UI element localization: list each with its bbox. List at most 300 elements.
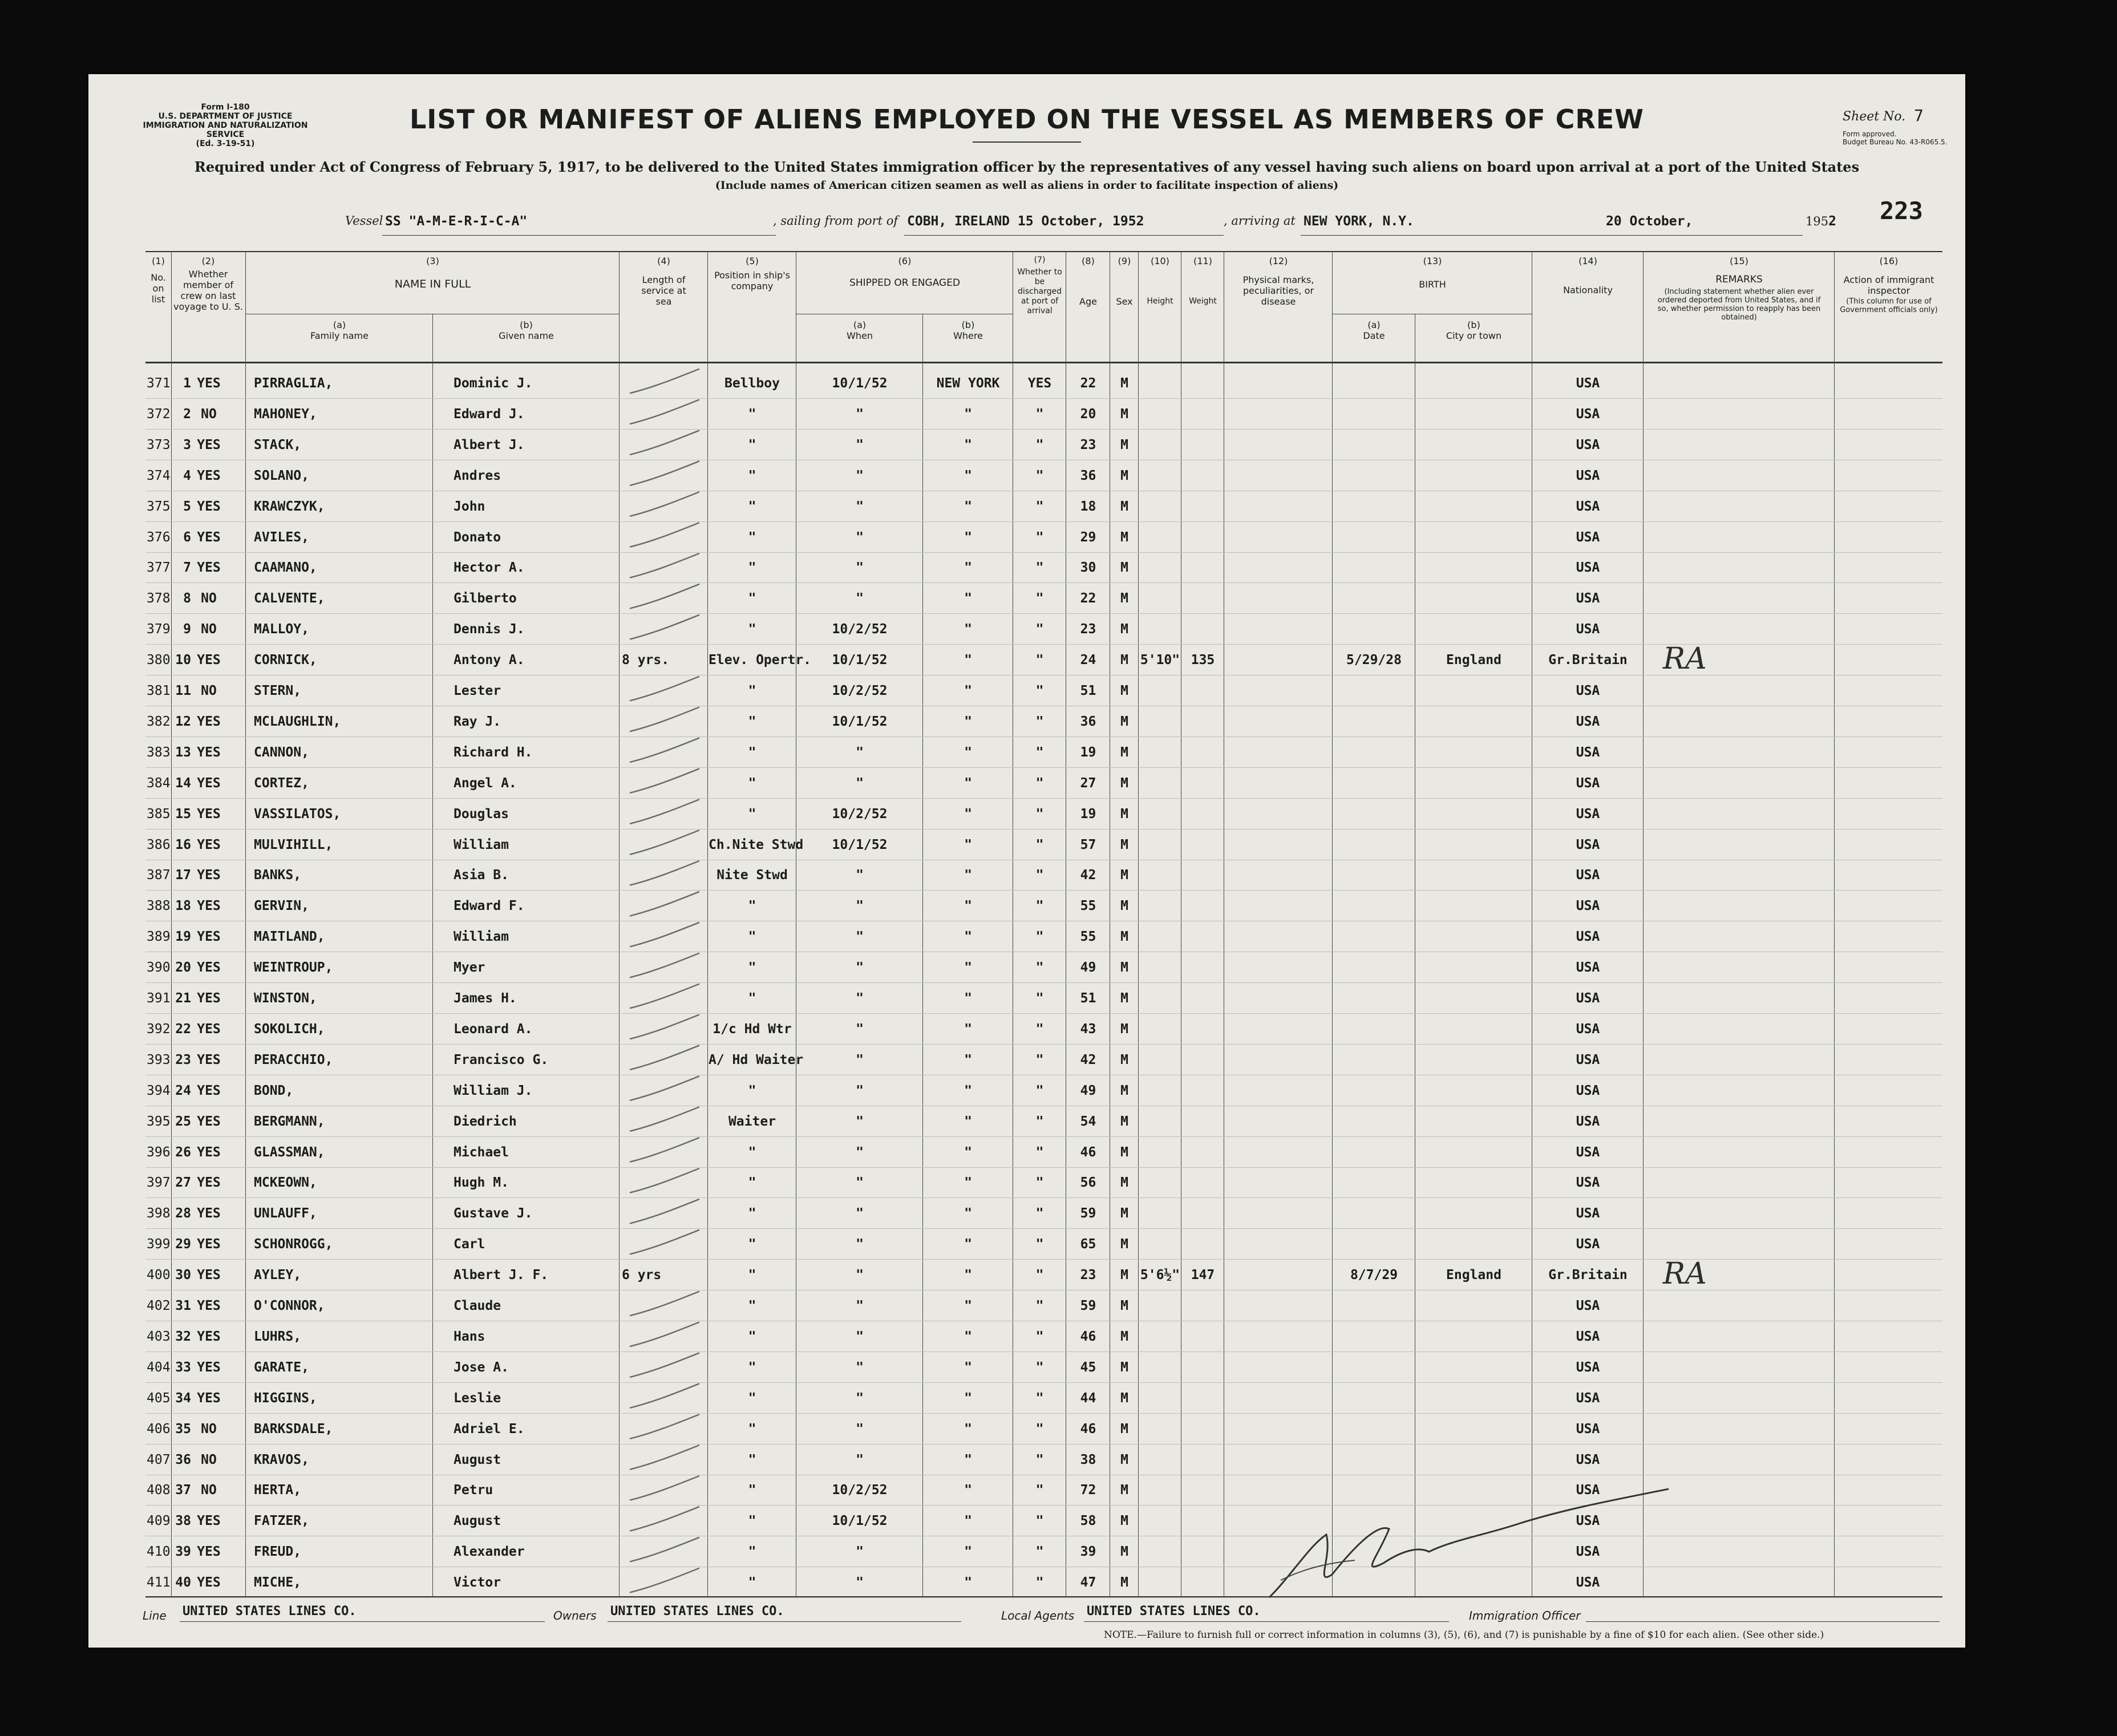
- shipped-when: ": [856, 1083, 864, 1098]
- discharged: ": [1035, 468, 1044, 483]
- nationality: USA: [1576, 1514, 1600, 1529]
- page-number: 223: [1880, 197, 1923, 225]
- weight: [1182, 1475, 1224, 1506]
- remarks: [1663, 430, 1777, 460]
- shipped-when: ": [856, 529, 864, 545]
- weight: [1182, 737, 1224, 768]
- birth-date: [1333, 1014, 1415, 1045]
- previous-voyage: YES: [197, 1021, 221, 1037]
- list-number: 8: [183, 591, 191, 606]
- pencil-check-mark: [630, 1168, 699, 1192]
- table-row: [88, 583, 1965, 614]
- age: 23: [1080, 437, 1096, 452]
- position: ": [748, 560, 756, 576]
- age: 46: [1080, 1329, 1096, 1344]
- given-name: Petru: [454, 1483, 493, 1498]
- previous-voyage: YES: [197, 868, 221, 883]
- nationality: USA: [1576, 591, 1600, 606]
- given-name: Adriel E.: [454, 1421, 525, 1436]
- birth-city: England: [1446, 653, 1501, 668]
- pencil-check-mark: [630, 1077, 699, 1100]
- table-row: [88, 399, 1965, 430]
- shipped-where: ": [964, 683, 972, 698]
- table-row: [88, 614, 1965, 645]
- shipped-when: ": [856, 868, 864, 883]
- table-row: [88, 1229, 1965, 1260]
- serial-number: 394: [147, 1083, 171, 1098]
- serial-number: 397: [147, 1175, 171, 1191]
- family-name: HERTA,: [254, 1483, 302, 1498]
- family-name: BERGMANN,: [254, 1114, 325, 1129]
- col-header-shipped: [797, 256, 1013, 289]
- birth-city: [1416, 829, 1532, 860]
- table-row: [88, 430, 1965, 460]
- age: 22: [1080, 376, 1096, 391]
- pencil-check-mark: [630, 1322, 699, 1346]
- given-name: Albert J.: [454, 437, 525, 452]
- shipped-when: ": [856, 1329, 864, 1344]
- given-name: Gustave J.: [454, 1206, 533, 1221]
- serial-number: 384: [147, 775, 171, 791]
- serial-number: 400: [147, 1268, 171, 1283]
- col-label: REMARKS: [1715, 274, 1763, 285]
- table-row: [88, 860, 1965, 891]
- position: Elev. Opertr.: [709, 653, 812, 668]
- pencil-check-mark: [630, 492, 699, 516]
- serial-number: 389: [147, 929, 171, 945]
- previous-voyage: YES: [197, 437, 221, 452]
- remarks: [1663, 1567, 1777, 1598]
- position: ": [748, 1083, 756, 1098]
- previous-voyage: NO: [201, 406, 217, 422]
- pencil-check-mark: [630, 1230, 699, 1254]
- col-detail: (Including statement whether alien ever ordered deported from United States, and if so, whether permission to reapply has been obtained): [1657, 288, 1821, 322]
- col-label: Sex: [1116, 296, 1133, 307]
- age: 38: [1080, 1452, 1096, 1467]
- height: [1139, 983, 1181, 1014]
- sex: M: [1120, 1144, 1128, 1160]
- sex: M: [1120, 837, 1128, 852]
- birth-city: [1416, 1229, 1532, 1260]
- birth-date: [1333, 1229, 1415, 1260]
- given-name: Richard H.: [454, 744, 533, 760]
- birth-city: [1416, 1106, 1532, 1137]
- port-underline: [904, 235, 1224, 236]
- col-label: Age: [1079, 296, 1097, 307]
- birth-city: [1416, 675, 1532, 706]
- remarks: [1663, 1383, 1777, 1414]
- list-number: 31: [175, 1298, 191, 1313]
- serial-number: 404: [147, 1359, 171, 1375]
- previous-voyage: YES: [197, 376, 221, 391]
- height: [1139, 1506, 1181, 1536]
- col-number: (13): [1423, 256, 1442, 266]
- age: 36: [1080, 468, 1096, 483]
- nationality: USA: [1576, 775, 1600, 791]
- family-name: CAAMANO,: [254, 560, 317, 576]
- service-name: IMMIGRATION AND NATURALIZATION SERVICE: [143, 121, 308, 139]
- serial-number: 392: [147, 1021, 171, 1037]
- given-name: Jose A.: [454, 1359, 509, 1375]
- age: 58: [1080, 1514, 1096, 1529]
- serial-number: 410: [147, 1544, 171, 1560]
- family-name: BANKS,: [254, 868, 302, 883]
- family-name: GARATE,: [254, 1359, 309, 1375]
- height: [1139, 583, 1181, 614]
- weight: [1182, 583, 1224, 614]
- table-row: [88, 891, 1965, 921]
- position: ": [748, 1483, 756, 1498]
- nationality: USA: [1576, 1052, 1600, 1067]
- remarks: [1663, 368, 1777, 399]
- shipped-where: ": [964, 991, 972, 1006]
- age: 57: [1080, 837, 1096, 852]
- family-name: CANNON,: [254, 744, 309, 760]
- col-sub-label: City or town: [1446, 330, 1502, 341]
- remarks: [1663, 829, 1777, 860]
- serial-number: 381: [147, 683, 171, 698]
- officer-label: Immigration Officer: [1469, 1609, 1581, 1622]
- nationality: USA: [1576, 437, 1600, 452]
- list-number: 29: [175, 1237, 191, 1252]
- table-row: [88, 1506, 1965, 1536]
- height: [1139, 1414, 1181, 1444]
- age: 22: [1080, 591, 1096, 606]
- pencil-check-mark: [630, 677, 699, 701]
- position: ": [748, 991, 756, 1006]
- previous-voyage: YES: [197, 1114, 221, 1129]
- budget-line: Budget Bureau No. 43-R065.5.: [1843, 138, 1948, 146]
- shipped-where: ": [964, 1421, 972, 1436]
- shipped-where: ": [964, 1175, 972, 1191]
- check-marks: [619, 362, 710, 1600]
- given-name: Leslie: [454, 1390, 501, 1406]
- remarks: [1663, 1475, 1777, 1506]
- position: ": [748, 529, 756, 545]
- birth-date: [1333, 737, 1415, 768]
- age: 19: [1080, 744, 1096, 760]
- position: ": [748, 499, 756, 514]
- shipped-when: ": [856, 1575, 864, 1591]
- birth-date: [1333, 460, 1415, 491]
- pencil-check-mark: [630, 1046, 699, 1070]
- line-value: UNITED STATES LINES CO.: [183, 1604, 357, 1618]
- weight: [1182, 1045, 1224, 1075]
- given-name: August: [454, 1514, 501, 1529]
- discharged: ": [1035, 683, 1044, 698]
- col-sub-label: Where: [953, 330, 983, 341]
- weight: [1182, 1014, 1224, 1045]
- pencil-check-mark: [630, 1507, 699, 1531]
- pencil-check-mark: [630, 1107, 699, 1131]
- departure-port: COBH, IRELAND 15 October, 1952: [907, 214, 1144, 229]
- col-header-weight: [1182, 256, 1224, 307]
- shipped-when: ": [856, 1206, 864, 1221]
- family-name: CORNICK,: [254, 653, 317, 668]
- given-name: Victor: [454, 1575, 501, 1591]
- given-name: Myer: [454, 960, 485, 976]
- nationality: USA: [1576, 929, 1600, 945]
- given-name: John: [454, 499, 485, 514]
- height: [1139, 1014, 1181, 1045]
- position: ": [748, 1359, 756, 1375]
- shipped-when: ": [856, 744, 864, 760]
- position: A/ Hd Waiter: [709, 1052, 804, 1067]
- position: 1/c Hd Wtr: [713, 1021, 792, 1037]
- discharged: ": [1035, 960, 1044, 976]
- list-number: 14: [175, 775, 191, 791]
- position: ": [748, 1514, 756, 1529]
- col-header-sex: [1111, 256, 1138, 307]
- position: ": [748, 1329, 756, 1344]
- list-number: 18: [175, 899, 191, 914]
- family-name: MULVIHILL,: [254, 837, 333, 852]
- vessel-name: SS "A-M-E-R-I-C-A": [385, 214, 528, 229]
- serial-number: 391: [147, 991, 171, 1006]
- age: 59: [1080, 1206, 1096, 1221]
- sex: M: [1120, 1114, 1128, 1129]
- birth-city: [1416, 1352, 1532, 1383]
- weight: [1182, 1383, 1224, 1414]
- sex: M: [1120, 468, 1128, 483]
- col-label: Whether to be discharged at port of arrival: [1017, 268, 1062, 315]
- shipped-where: ": [964, 1329, 972, 1344]
- col-number: (11): [1193, 256, 1212, 266]
- height: [1139, 430, 1181, 460]
- shipped-where: ": [964, 1359, 972, 1375]
- sex: M: [1120, 1206, 1128, 1221]
- previous-voyage: NO: [201, 591, 217, 606]
- birth-city: [1416, 552, 1532, 583]
- birth-date: [1333, 1198, 1415, 1229]
- family-name: PIRRAGLIA,: [254, 376, 333, 391]
- position: Ch.Nite Stwd: [709, 837, 804, 852]
- discharged: ": [1035, 529, 1044, 545]
- discharged: ": [1035, 437, 1044, 452]
- remarks: [1663, 1352, 1777, 1383]
- height: [1139, 860, 1181, 891]
- pencil-check-mark: [630, 831, 699, 855]
- remarks: [1663, 1075, 1777, 1106]
- col-sub-number: (a): [333, 319, 346, 330]
- sailing-label: , sailing from port of: [773, 214, 898, 228]
- birth-date: [1333, 1106, 1415, 1137]
- shipped-where: ": [964, 1144, 972, 1160]
- table-row: [88, 642, 1965, 677]
- birth-city: [1416, 1014, 1532, 1045]
- position: ": [748, 406, 756, 422]
- given-name: James H.: [454, 991, 517, 1006]
- family-name: LUHRS,: [254, 1329, 302, 1344]
- table-row: [88, 737, 1965, 768]
- col-label: Physical marks, peculiarities, or disease: [1242, 274, 1314, 307]
- age: 47: [1080, 1575, 1096, 1591]
- pencil-check-mark: [630, 922, 699, 946]
- remarks: [1663, 799, 1777, 829]
- age: 42: [1080, 868, 1096, 883]
- nationality: USA: [1576, 560, 1600, 576]
- weight: [1182, 1536, 1224, 1567]
- previous-voyage: YES: [197, 714, 221, 729]
- serial-number: 403: [147, 1329, 171, 1344]
- family-name: BOND,: [254, 1083, 294, 1098]
- shipped-where: ": [964, 1237, 972, 1252]
- form-number: Form I-180: [201, 103, 250, 112]
- shipped-when: ": [856, 1114, 864, 1129]
- remarks: [1663, 491, 1777, 522]
- given-name: Donato: [454, 529, 501, 545]
- serial-number: 378: [147, 591, 171, 606]
- given-name: Antony A.: [454, 653, 525, 668]
- family-name: VASSILATOS,: [254, 806, 341, 822]
- family-name: UNLAUFF,: [254, 1206, 317, 1221]
- shipped-when: ": [856, 560, 864, 576]
- shipped-when: ": [856, 1359, 864, 1375]
- weight: [1182, 614, 1224, 645]
- col-label: SHIPPED OR ENGAGED: [849, 277, 960, 289]
- previous-voyage: YES: [197, 1575, 221, 1591]
- discharged: ": [1035, 499, 1044, 514]
- age: 30: [1080, 560, 1096, 576]
- given-name: Albert J. F.: [454, 1268, 549, 1283]
- sex: M: [1120, 622, 1128, 637]
- sex: M: [1120, 1483, 1128, 1498]
- pencil-check-mark: [630, 1292, 699, 1316]
- table-row: [88, 1444, 1965, 1475]
- previous-voyage: NO: [201, 1483, 217, 1498]
- shipped-when: 10/2/52: [832, 1483, 888, 1498]
- remarks: [1663, 891, 1777, 921]
- shipped-when: 10/2/52: [832, 683, 888, 698]
- shipped-where: ": [964, 1021, 972, 1037]
- age: 43: [1080, 1021, 1096, 1037]
- shipped-when: ": [856, 1544, 864, 1560]
- discharged: ": [1035, 1359, 1044, 1375]
- height: [1139, 1229, 1181, 1260]
- age: 51: [1080, 991, 1096, 1006]
- height: [1139, 768, 1181, 799]
- discharged: ": [1035, 1175, 1044, 1191]
- list-number: 33: [175, 1359, 191, 1375]
- table-row: [88, 1567, 1965, 1598]
- remarks: [1663, 460, 1777, 491]
- previous-voyage: YES: [197, 1514, 221, 1529]
- discharged: ": [1035, 560, 1044, 576]
- sex: M: [1120, 1237, 1128, 1252]
- given-name: Lester: [454, 683, 501, 698]
- sex: M: [1120, 1544, 1128, 1560]
- weight: 147: [1191, 1268, 1215, 1283]
- arrival-date: 20 October,: [1606, 214, 1693, 229]
- col-label: Weight: [1189, 297, 1217, 306]
- given-name: Hugh M.: [454, 1175, 509, 1191]
- shipped-where: ": [964, 529, 972, 545]
- sex: M: [1120, 1052, 1128, 1067]
- family-name: AVILES,: [254, 529, 309, 545]
- age: 54: [1080, 1114, 1096, 1129]
- shipped-where: ": [964, 837, 972, 852]
- weight: [1182, 675, 1224, 706]
- weight: [1182, 891, 1224, 921]
- discharged: ": [1035, 991, 1044, 1006]
- pencil-check-mark: [630, 953, 699, 977]
- col-number: (9): [1118, 256, 1131, 266]
- table-row: [88, 1536, 1965, 1567]
- pencil-check-mark: [630, 769, 699, 793]
- serial-number: 372: [147, 406, 171, 422]
- shipped-when: 10/1/52: [832, 1514, 888, 1529]
- position: ": [748, 1237, 756, 1252]
- shipped-where: ": [964, 653, 972, 668]
- birth-date: [1333, 430, 1415, 460]
- sex: M: [1120, 437, 1128, 452]
- serial-number: 388: [147, 899, 171, 914]
- shipped-when: ": [856, 1052, 864, 1067]
- list-number: 35: [175, 1421, 191, 1436]
- age: 20: [1080, 406, 1096, 422]
- shipped-when: ": [856, 1175, 864, 1191]
- col-number: (7): [1034, 256, 1046, 265]
- col-label: Action of immigrant inspector: [1843, 274, 1934, 296]
- nationality: USA: [1576, 837, 1600, 852]
- discharged: ": [1035, 622, 1044, 637]
- height: [1139, 952, 1181, 983]
- previous-voyage: YES: [197, 468, 221, 483]
- weight: [1182, 1321, 1224, 1352]
- weight: [1182, 799, 1224, 829]
- shipped-where: ": [964, 1052, 972, 1067]
- nationality: USA: [1576, 683, 1600, 698]
- year-field: [1806, 214, 1836, 237]
- arrival-underline: [1301, 235, 1803, 236]
- sex: M: [1120, 806, 1128, 822]
- serial-number: 398: [147, 1206, 171, 1221]
- birth-city: [1416, 522, 1532, 553]
- sex: M: [1120, 1359, 1128, 1375]
- nationality: USA: [1576, 1175, 1600, 1191]
- birth-date: [1333, 1352, 1415, 1383]
- shipped-when: ": [856, 1268, 864, 1283]
- col-header-remarks: [1644, 256, 1834, 322]
- list-number: 15: [175, 806, 191, 822]
- position: ": [748, 1175, 756, 1191]
- pencil-check-mark: [630, 1015, 699, 1039]
- height: [1139, 1475, 1181, 1506]
- discharged: ": [1035, 1298, 1044, 1313]
- birth-date: [1333, 829, 1415, 860]
- previous-voyage: YES: [197, 1329, 221, 1344]
- birth-date: [1333, 583, 1415, 614]
- previous-voyage: YES: [197, 1052, 221, 1067]
- discharged: ": [1035, 1052, 1044, 1067]
- pencil-check-mark: [630, 738, 699, 762]
- col-label: Whether member of crew on last voyage to U. S.: [173, 269, 243, 312]
- given-name: Ray J.: [454, 714, 501, 729]
- given-name: Edward J.: [454, 406, 525, 422]
- birth-city: [1416, 491, 1532, 522]
- weight: [1182, 430, 1224, 460]
- birth-city: [1416, 1075, 1532, 1106]
- serial-number: 376: [147, 529, 171, 545]
- col-detail: (This column for use of Government officials only): [1840, 297, 1938, 314]
- col-label: Height: [1147, 297, 1173, 306]
- previous-voyage: YES: [197, 744, 221, 760]
- height: [1139, 460, 1181, 491]
- shipped-when: ": [856, 468, 864, 483]
- weight: 135: [1191, 653, 1215, 668]
- remarks: [1663, 768, 1777, 799]
- previous-voyage: YES: [197, 837, 221, 852]
